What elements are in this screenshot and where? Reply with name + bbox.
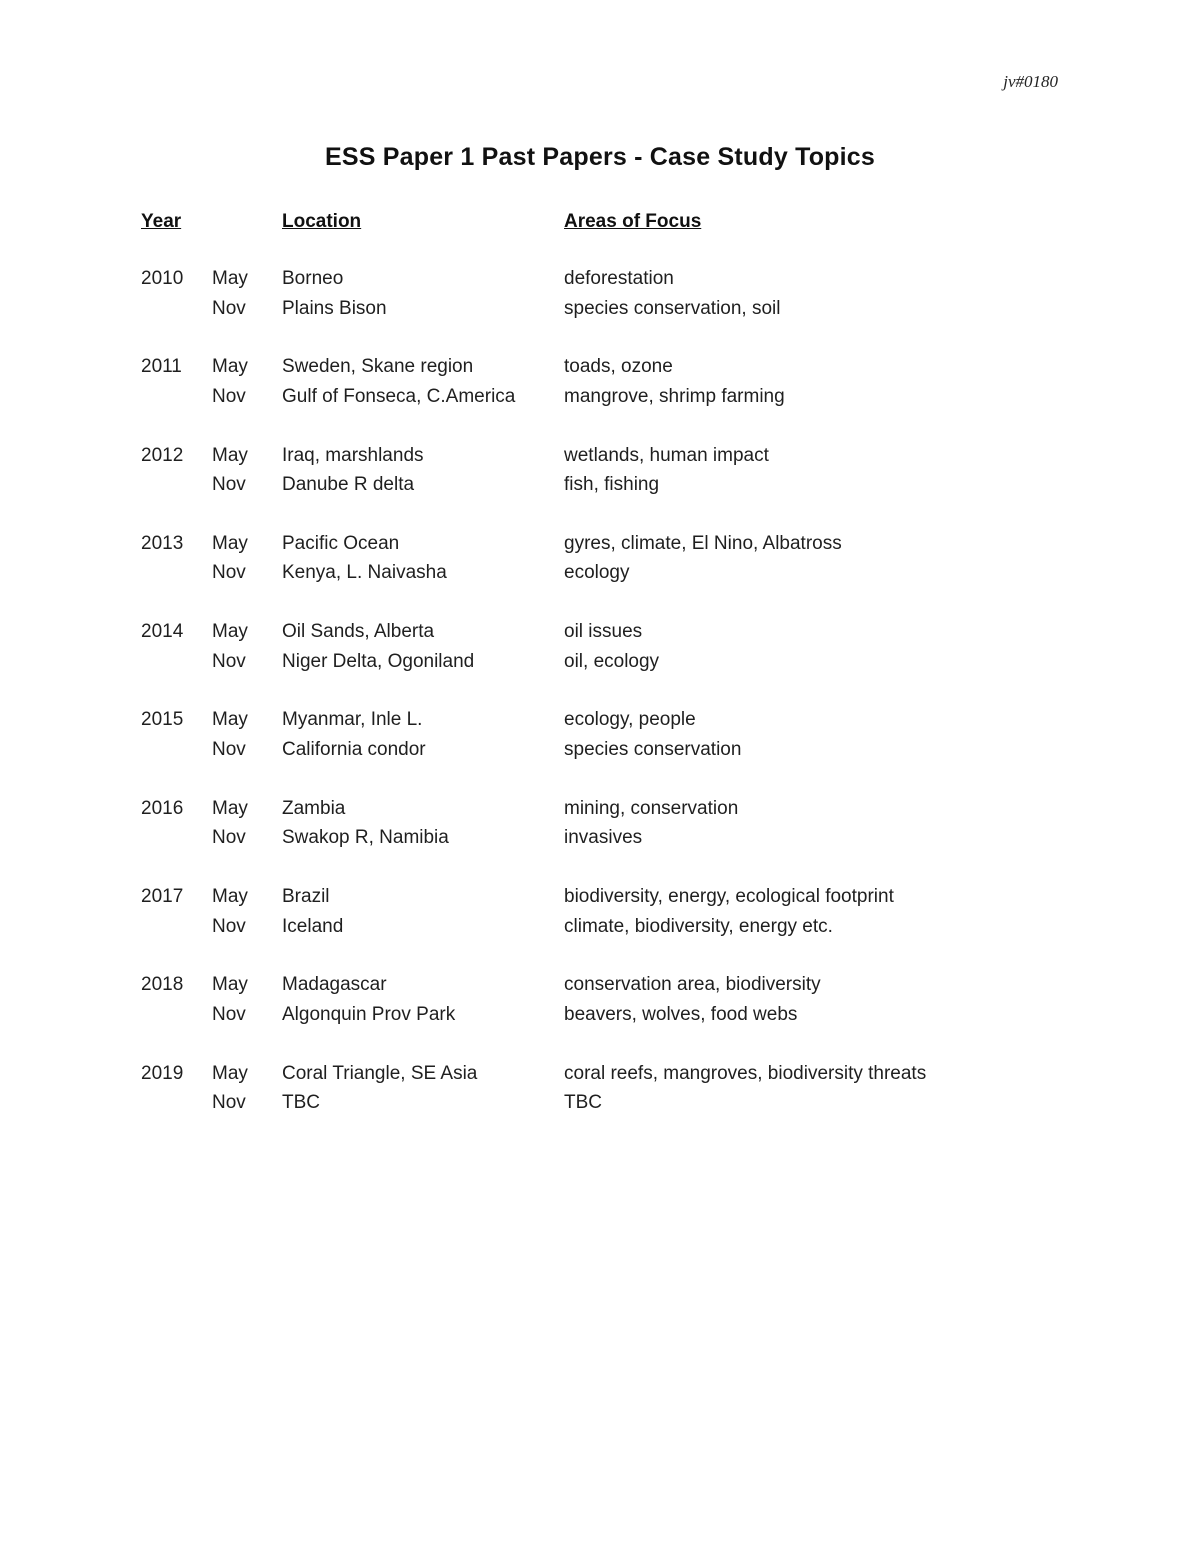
table-row: [0, 798, 1200, 828]
location-cell: Iraq, marshlands: [282, 444, 424, 466]
year-group: [0, 621, 1200, 709]
page-title: ESS Paper 1 Past Papers - Case Study Topics: [324, 143, 876, 171]
location-cell: Algonquin Prov Park: [282, 1003, 456, 1025]
year-group: [0, 533, 1200, 621]
session-cell: May: [212, 356, 248, 378]
year-cell: 2014: [141, 621, 184, 643]
year-cell: 2012: [141, 444, 184, 466]
table-row: [0, 651, 1200, 681]
session-cell: Nov: [212, 738, 246, 760]
table-row: [0, 562, 1200, 592]
year-cell: 2016: [141, 797, 184, 819]
table-row: [0, 709, 1200, 739]
session-cell: Nov: [212, 474, 246, 496]
table-row: [0, 739, 1200, 769]
focus-cell: biodiversity, energy, ecological footprint: [564, 886, 894, 908]
year-cell: 2015: [141, 709, 184, 731]
session-cell: May: [212, 886, 248, 908]
column-header-location: Location: [282, 211, 362, 232]
session-cell: Nov: [212, 1092, 246, 1114]
year-cell: 2011: [141, 356, 182, 378]
table-row: [0, 621, 1200, 651]
focus-cell: ecology, people: [564, 709, 696, 731]
year-group: [0, 709, 1200, 797]
session-cell: Nov: [212, 297, 246, 319]
table-row: [0, 916, 1200, 946]
table-row: [0, 445, 1200, 475]
focus-cell: species conservation: [564, 738, 742, 760]
table-row: [0, 474, 1200, 504]
focus-cell: mangrove, shrimp farming: [564, 385, 785, 407]
location-cell: Oil Sands, Alberta: [282, 621, 435, 643]
focus-cell: invasives: [564, 827, 643, 849]
table-row: [0, 827, 1200, 857]
table-row: [0, 1092, 1200, 1122]
table-row: [0, 298, 1200, 328]
session-cell: May: [212, 974, 248, 996]
session-cell: Nov: [212, 650, 246, 672]
year-group: [0, 268, 1200, 356]
focus-cell: oil, ecology: [564, 650, 660, 672]
session-cell: May: [212, 797, 248, 819]
year-cell: 2010: [141, 268, 184, 289]
session-cell: May: [212, 709, 248, 731]
document-id: jv#0180: [1003, 72, 1058, 91]
location-cell: Niger Delta, Ogoniland: [282, 650, 475, 672]
location-cell: Myanmar, Inle L.: [282, 709, 423, 731]
focus-cell: climate, biodiversity, energy etc.: [564, 915, 833, 937]
location-cell: Danube R delta: [282, 474, 415, 496]
session-cell: Nov: [212, 1003, 246, 1025]
column-headers: [0, 211, 1200, 237]
column-header-focus: Areas of Focus: [564, 211, 702, 232]
location-cell: Coral Triangle, SE Asia: [282, 1062, 478, 1084]
table-row: [0, 533, 1200, 563]
focus-cell: conservation area, biodiversity: [564, 974, 821, 996]
year-group: [0, 356, 1200, 444]
year-group: [0, 974, 1200, 1062]
case-study-table: [0, 268, 1200, 1151]
table-row: [0, 386, 1200, 416]
table-row: [0, 268, 1200, 298]
location-cell: Gulf of Fonseca, C.America: [282, 385, 516, 407]
session-cell: Nov: [212, 385, 246, 407]
focus-cell: coral reefs, mangroves, biodiversity threats: [564, 1062, 927, 1084]
session-cell: May: [212, 532, 248, 554]
table-row: [0, 356, 1200, 386]
location-cell: Kenya, L. Naivasha: [282, 562, 447, 584]
focus-cell: toads, ozone: [564, 356, 673, 378]
focus-cell: fish, fishing: [564, 474, 660, 496]
location-cell: Zambia: [282, 797, 346, 819]
year-cell: 2013: [141, 532, 184, 554]
year-cell: 2019: [141, 1062, 184, 1084]
year-group: [0, 445, 1200, 533]
location-cell: TBC: [282, 1092, 320, 1114]
table-row: [0, 974, 1200, 1004]
location-cell: Swakop R, Namibia: [282, 827, 449, 849]
focus-cell: gyres, climate, El Nino, Albatross: [564, 532, 842, 554]
location-cell: Borneo: [282, 268, 344, 289]
location-cell: Iceland: [282, 915, 344, 937]
location-cell: Brazil: [282, 886, 330, 908]
session-cell: Nov: [212, 827, 246, 849]
focus-cell: ecology: [564, 562, 630, 584]
column-header-year: Year: [141, 211, 182, 232]
focus-cell: mining, conservation: [564, 797, 739, 819]
year-group: [0, 798, 1200, 886]
table-row: [0, 886, 1200, 916]
year-cell: 2018: [141, 974, 184, 996]
session-cell: Nov: [212, 562, 246, 584]
location-cell: Sweden, Skane region: [282, 356, 474, 378]
table-row: [0, 1063, 1200, 1093]
session-cell: May: [212, 268, 248, 289]
table-row: [0, 1004, 1200, 1034]
location-cell: California condor: [282, 738, 426, 760]
focus-cell: deforestation: [564, 268, 674, 289]
year-cell: 2017: [141, 886, 184, 908]
focus-cell: wetlands, human impact: [564, 444, 769, 466]
focus-cell: species conservation, soil: [564, 297, 781, 319]
session-cell: May: [212, 621, 248, 643]
year-group: [0, 886, 1200, 974]
location-cell: Madagascar: [282, 974, 387, 996]
session-cell: Nov: [212, 915, 246, 937]
session-cell: May: [212, 1062, 248, 1084]
session-cell: May: [212, 444, 248, 466]
year-group: [0, 1063, 1200, 1151]
focus-cell: TBC: [564, 1092, 602, 1114]
focus-cell: oil issues: [564, 621, 643, 643]
location-cell: Plains Bison: [282, 297, 387, 319]
focus-cell: beavers, wolves, food webs: [564, 1003, 798, 1025]
location-cell: Pacific Ocean: [282, 532, 400, 554]
